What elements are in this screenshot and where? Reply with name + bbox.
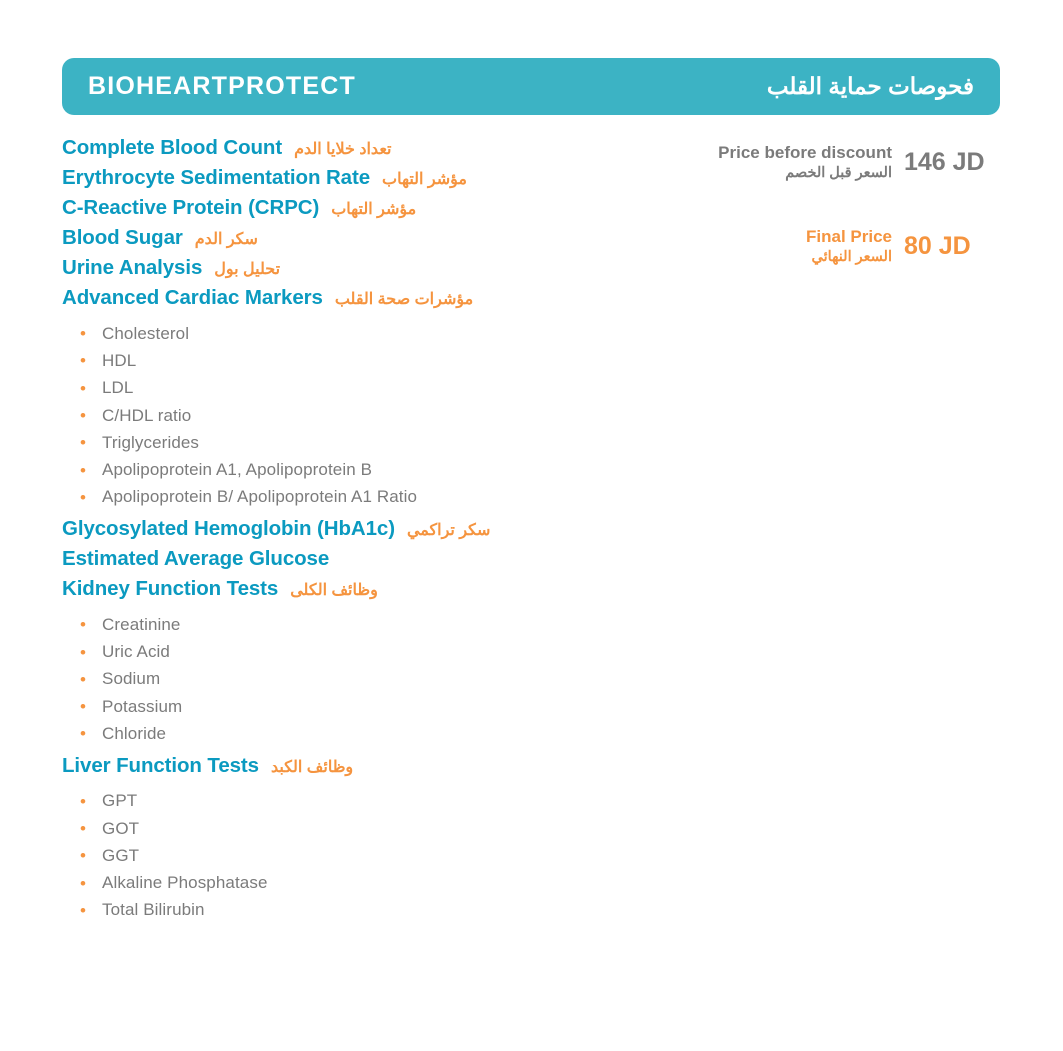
bullet-icon: • [80, 697, 86, 717]
bullet-icon: • [80, 460, 86, 480]
test-heading-row [62, 166, 662, 196]
sub-test-label: GPT [102, 791, 138, 811]
test-heading-row [62, 547, 662, 577]
test-heading-row [62, 256, 662, 286]
sub-test-label: Alkaline Phosphatase [102, 873, 268, 893]
bullet-icon: • [80, 873, 86, 893]
sub-test-label: Triglycerides [102, 432, 200, 452]
test-sub-list [62, 320, 662, 511]
sub-test-label: C/HDL ratio [102, 405, 192, 425]
price-before-discount [660, 142, 1000, 182]
list-item [62, 842, 662, 869]
pricing-panel [660, 142, 1000, 267]
list-item [62, 869, 662, 896]
test-name-en: Advanced Cardiac Markers [62, 286, 323, 309]
test-heading-row [62, 286, 662, 316]
list-item [62, 402, 662, 429]
list-item [62, 375, 662, 402]
price-before-label-en: Price before discount [718, 143, 892, 162]
test-name-en: Kidney Function Tests [62, 577, 279, 601]
bullet-icon: • [80, 846, 86, 866]
sub-test-label: GGT [102, 845, 140, 865]
test-heading-row [62, 136, 662, 166]
test-heading-row [62, 517, 662, 547]
bullet-icon: • [80, 433, 86, 453]
list-item [62, 456, 662, 483]
sub-test-label: Chloride [102, 723, 167, 743]
bullet-icon: • [80, 406, 86, 426]
bullet-icon: • [80, 724, 86, 744]
test-sub-list [62, 788, 662, 924]
bullet-icon: • [80, 615, 86, 635]
test-heading-row [62, 577, 662, 607]
list-item [62, 815, 662, 842]
bullet-icon: • [80, 819, 86, 838]
bullet-icon: • [80, 642, 86, 662]
test-name-en: Urine Analysis [62, 256, 203, 279]
test-name-ar: تعداد خلايا الدم [294, 141, 392, 158]
price-before-labels [718, 142, 892, 182]
bullet-icon: • [80, 791, 86, 811]
sub-test-label: Total Bilirubin [102, 900, 205, 920]
sub-test-label: LDL [102, 378, 134, 398]
list-item [62, 897, 662, 924]
sub-test-label: Cholesterol [102, 323, 190, 343]
sub-test-label: Creatinine [102, 614, 181, 634]
price-final-label-en: Final Price [806, 227, 892, 247]
test-name-ar: مؤشر التهاب [331, 201, 417, 218]
list-item [62, 347, 662, 374]
test-name-ar: مؤشر التهاب [382, 171, 467, 188]
test-name-en: C-Reactive Protein (CRPC) [62, 196, 320, 219]
price-final-labels [806, 226, 892, 266]
test-name-en: Blood Sugar [62, 226, 183, 249]
list-item [62, 611, 662, 638]
price-final [660, 226, 1000, 266]
sub-test-label: Potassium [102, 696, 183, 716]
test-heading-row [62, 754, 662, 784]
list-item [62, 720, 662, 747]
test-name-ar: سكر تراكمي [406, 522, 491, 540]
price-before-label-ar: السعر قبل الخصم [785, 164, 892, 181]
list-item [62, 484, 662, 511]
bullet-icon: • [80, 324, 86, 344]
sub-test-label: Apolipoprotein B/ Apolipoprotein A1 Ratio [102, 487, 418, 507]
test-name-ar: وظائف الكلى [290, 582, 378, 600]
test-name-en: Estimated Average Glucose [62, 547, 330, 571]
test-name-en: Complete Blood Count [62, 136, 283, 159]
test-name-ar: مؤشرات صحة القلب [334, 291, 474, 308]
sub-test-label: Uric Acid [102, 642, 170, 662]
test-list [62, 136, 662, 930]
list-item [62, 638, 662, 665]
test-heading-row [62, 196, 662, 226]
price-before-amount: 146 JD [904, 147, 985, 176]
bullet-icon: • [80, 669, 86, 689]
price-final-label-ar: السعر النهائي [811, 249, 892, 266]
package-header-bar [62, 58, 1000, 115]
test-heading-row [62, 226, 662, 256]
test-name-en: Glycosylated Hemoglobin (HbA1c) [62, 517, 395, 541]
package-title-en: BIOHEARTPROTECT [88, 72, 356, 100]
test-name-ar: وظائف الكبد [270, 758, 354, 776]
list-item [62, 693, 662, 720]
sub-test-label: GOT [102, 818, 140, 838]
test-name-en: Erythrocyte Sedimentation Rate [62, 166, 370, 189]
package-title-ar: فحوصات حماية القلب [766, 73, 974, 99]
bullet-icon: • [80, 378, 86, 398]
sub-test-label: HDL [102, 350, 137, 370]
test-name-ar: سكر الدم [194, 231, 258, 248]
list-item [62, 429, 662, 456]
price-final-amount: 80 JD [904, 231, 971, 260]
bullet-icon: • [80, 351, 86, 371]
bullet-icon: • [80, 900, 86, 920]
sub-test-label: Sodium [102, 669, 161, 689]
list-item [62, 666, 662, 693]
bullet-icon: • [80, 487, 86, 507]
sub-test-label: Apolipoprotein A1, Apolipoprotein B [102, 460, 373, 480]
list-item [62, 320, 662, 347]
test-name-en: Liver Function Tests [62, 753, 259, 777]
test-name-ar: تحليل بول [214, 261, 281, 278]
test-sub-list [62, 611, 662, 747]
list-item [62, 788, 662, 815]
